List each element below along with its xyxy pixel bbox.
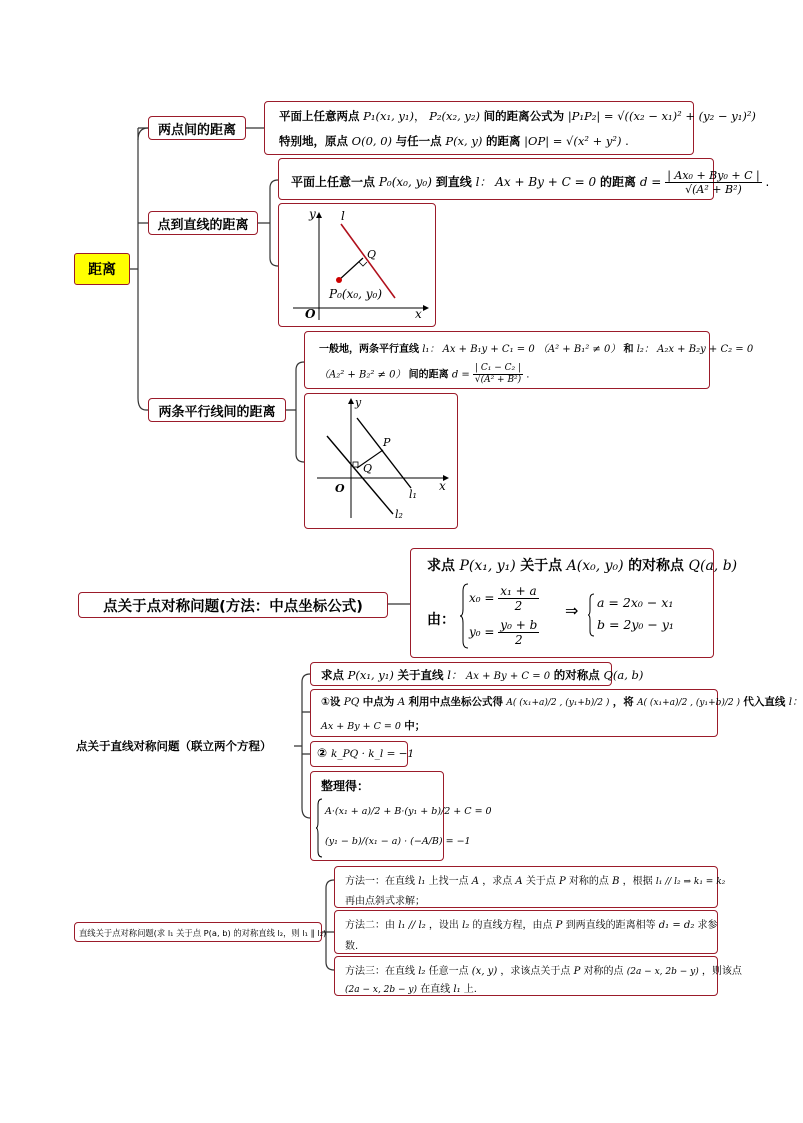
method-3-line2: (2a − x, 2b − y) 在直线 l₁ 上. [345, 984, 477, 995]
point-symmetry-res1: a = 2x₀ − x₁ [597, 595, 674, 610]
method-1-line2: 再由点斜式求解； [345, 896, 425, 907]
fig2-l1-label: l₁ [409, 488, 417, 501]
box-method-1 [334, 866, 726, 908]
line-sym-4-eq2: (y₁ − b)/(x₁ − a) · (−A/B) = −1 [325, 836, 471, 847]
fig1-y-label: y [309, 207, 316, 221]
line-sym-4-title: 整理得： [321, 779, 370, 793]
node-line-symmetry: 点关于直线对称问题（联立两个方程） [76, 739, 272, 753]
x-axis-arrow [423, 305, 429, 311]
fig1-origin-label: O [305, 307, 316, 321]
right-angle-mark [359, 262, 367, 266]
perpendicular-segment [339, 258, 363, 280]
point-symmetry-title: 求点 P(x₁, y₁) 关于点 A(x₀, y₀) 的对称点 Q(a, b) [427, 558, 738, 574]
brace-left [459, 583, 469, 649]
brace-system [315, 798, 323, 858]
node-point-line [148, 211, 258, 235]
line-sym-1-text: 求点 P(x₁, y₁) 关于直线 l： Ax + By + C = 0 的对称点 Q(a, b) [321, 668, 644, 682]
root-label: 距离 [88, 262, 116, 278]
fig2-q-label: Q [363, 462, 373, 475]
root-node-distance [74, 253, 130, 285]
point-line-figure [279, 204, 435, 326]
box-point-line-figure [278, 203, 436, 327]
box-point-symmetry [410, 548, 738, 658]
fig2-p-label: P [383, 436, 391, 449]
box-parallel-formula [304, 331, 754, 389]
fig2-l2-label: l₂ [395, 508, 403, 521]
box-point-line-formula [278, 158, 770, 200]
fig1-l-label: l [341, 209, 345, 223]
method-1-line1: 方法一：在直线 l₁ 上找一点 A ，求点 A 关于点 P 对称的点 B ，根据 l₁ // l₂ ⇒ k₁ = k₂ [345, 876, 726, 887]
fig2-origin-label: O [335, 482, 345, 495]
implies-arrow: ⇒ [565, 601, 579, 620]
box-line-sym-1 [310, 662, 644, 686]
point-symmetry-eq1: x₀ = $\frac{\text{x₁ + a}}{2}$ [469, 584, 537, 613]
point-line-fraction: $\frac{\text{| Ax₀ + By₀ + C |}}{\text{√(A² + B²)}}$ [667, 169, 760, 196]
line-sym-3-text: ② k_PQ · k_l = −1 [317, 746, 415, 760]
node-point-line-label: 点到直线的距离 [157, 217, 249, 233]
node-two-points [148, 116, 246, 140]
parallel-line1: 一般地，两条平行直线 l₁： Ax + B₁y + C₁ = 0 （A² + B₁² ≠ 0） 和 l₂： A₂x + B₂y + C₂ = 0 [319, 344, 754, 355]
line-sym-2-line1: ①设 PQ 中点为 A 利用中点坐标公式得 A( (x₁+a)/2 , (y₁+b)/2 ) ，将 A( (x₁+a)/2 , (y₁+b)/2 ) 代入直线 l： [321, 696, 803, 708]
point-symmetry-res2: b = 2y₀ − y₁ [597, 617, 674, 632]
brace-right [587, 593, 595, 637]
two-points-line2: 特别地，原点 O(0, 0) 与任一点 P(x, y) 的距离 |OP| = √(x² + y²) . [279, 134, 629, 148]
y-axis-arrow [316, 212, 322, 218]
node-line-line-symmetry [74, 922, 327, 942]
box-two-points-formula [264, 101, 756, 155]
node-point-symmetry [78, 592, 388, 618]
box-line-sym-3 [310, 741, 415, 767]
box-parallel-figure [304, 393, 458, 529]
fig1-p0-label: P₀(x₀, y₀) [329, 287, 383, 301]
parallel-figure [305, 394, 457, 528]
fig1-q-label: Q [367, 248, 377, 261]
node-parallel [148, 398, 286, 422]
y-axis-arrow [348, 398, 354, 404]
line-sym-4-eq1: A·(x₁ + a)/2 + B·(y₁ + b)/2 + C = 0 [325, 806, 492, 817]
method-2-line1: 方法二：由 l₁ // l₂ ，设出 l₂ 的直线方程，由点 P 到两直线的距离相等 d₁ = d₂ 求参 [345, 920, 718, 931]
point-p0 [336, 277, 342, 283]
two-points-line1: 平面上任意两点 P₁(x₁, y₁)， P₂(x₂, y₂) 间的距离公式为 |P₁P₂| = √((x₂ − x₁)² + (y₂ − y₁)²) [279, 109, 756, 123]
fig2-y-label: y [355, 396, 362, 409]
box-line-sym-2 [310, 689, 803, 737]
parallel-fraction: $\frac{\text{| C₁ − C₂ |}}{\text{√(A² + B²)}}$ [474, 363, 522, 385]
box-method-2 [334, 910, 718, 954]
node-line-line-symmetry-label: 直线关于点对称问题(求 l₁ 关于点 P(a, b) 的对称直线 l₂，则 l₁ ∥ l₂) [79, 928, 327, 938]
line-sym-2-line2: Ax + By + C = 0 中； [321, 720, 426, 732]
box-method-3 [334, 956, 742, 996]
point-line-formula-text: 平面上任意一点 P₀(x₀, y₀) 到直线 l： Ax + By + C = 0 的距离 d = $\frac{\text{| Ax₀ + By₀ + C |}}{\text{√(A² + B²)}}$ . [291, 169, 770, 196]
parallel-line2: （A₂² + B₂² ≠ 0） 间的距离 d = $\frac{\text{| C₁ − C₂ |}}{\text{√(A² + B²)}}$ . [319, 363, 530, 385]
point-symmetry-eq2: y₀ = $\frac{\text{y₀ + b}}{2}$ [469, 618, 538, 647]
right-angle-mark [353, 462, 358, 467]
node-parallel-label: 两条平行线间的距离 [158, 404, 276, 420]
method-3-line1: 方法三：在直线 l₂ 任意一点 (x, y) ，求该点关于点 P 对称的点 (2a − x, 2b − y) ，则该点 [345, 966, 742, 977]
fig2-x-label: x [439, 479, 446, 493]
fig1-x-label: x [415, 307, 422, 321]
box-line-sym-4 [310, 771, 492, 861]
point-symmetry-you: 由： [427, 612, 455, 628]
node-two-points-label: 两点间的距离 [157, 122, 236, 138]
node-point-symmetry-label: 点关于点对称问题(方法：中点坐标公式) [103, 598, 363, 615]
method-2-line2: 数. [345, 941, 359, 952]
